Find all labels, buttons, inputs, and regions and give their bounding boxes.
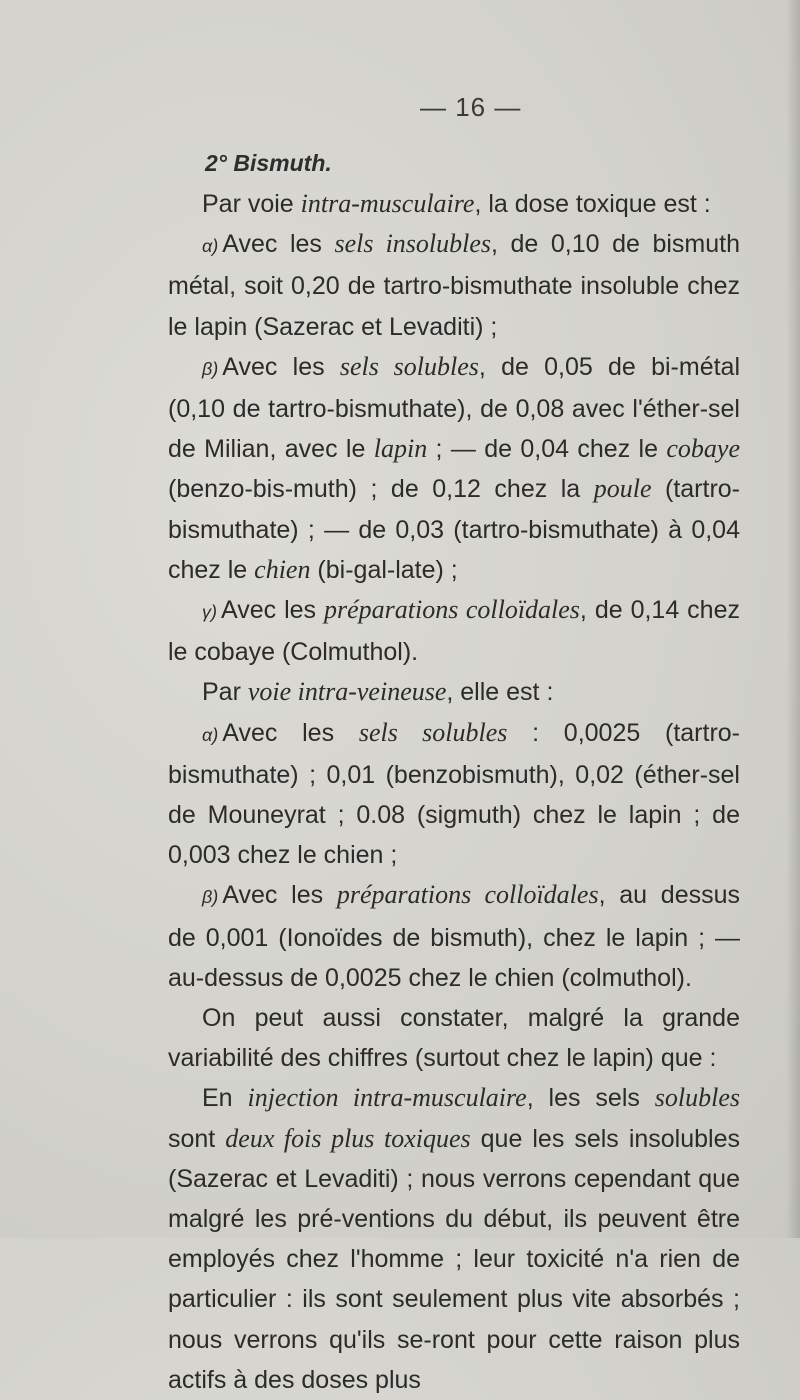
body-text <box>168 184 740 1400</box>
paragraph-observation: On peut aussi constater, malgré la grande variabilité des chiffres (surtout chez le lapin) que : <box>168 1004 740 1073</box>
item-beta-soluble: β) Avec les sels solubles, de 0,05 de bi-métal (0,10 de tartro-bismuthate), de 0,08 avec l'éther-sel de Milian, avec le lapin ; — de 0,04 chez le cobaye (benzo-bis-muth) ; de 0,12 chez la poule (tartro-bismuthate) ; — de 0,03 (tartro-bismuthate) à 0,04 chez le chien (bi-gal-late) ; <box>168 351 740 584</box>
section-title: Bismuth. <box>233 150 332 176</box>
item-alpha-soluble-iv: α) Avec les sels solubles : 0,0025 (tartro-bismuthate) ; 0,01 (benzobismuth), 0,02 (éther-sel de Mouneyrat ; 0.08 (sigmuth) chez le lapin ; de 0,003 chez le chien ; <box>168 717 741 870</box>
paragraph-intro-iv: Par voie intra-veineuse, elle est : <box>202 677 554 707</box>
paragraph-conclusion: En injection intra-musculaire, les sels solubles sont deux fois plus toxiques que les sels insolubles (Sazerac et Levaditi) ; nous verrons cependant que malgré les pré-ventions du début, ils peuvent être employés chez l'homme ; leur toxicité n'a rien de particulier : ils sont seulement plus vite absorbés ; nous verrons qu'ils se-ront pour cette raison plus actifs à des doses plus <box>168 1083 741 1394</box>
section-number: 2° <box>205 150 227 176</box>
page-edge-shadow <box>786 0 800 1238</box>
item-beta-colloidal-iv: β) Avec les préparations colloïdales, au dessus de 0,001 (Ionoïdes de bismuth), chez le lapin ; — au-dessus de 0,0025 chez le chien (colmuthol). <box>168 880 741 992</box>
section-heading <box>205 150 332 177</box>
item-alpha-insoluble: α) Avec les sels insolubles, de 0,10 de bismuth métal, soit 0,20 de tartro-bismuthate insoluble chez le lapin (Sazerac et Levaditi) ; <box>168 229 740 341</box>
paragraph-intro-im: Par voie intra-musculaire, la dose toxique est : <box>202 189 711 218</box>
page-number: — 16 — <box>420 92 522 122</box>
item-gamma-colloidal: γ) Avec les préparations colloïdales, de 0,14 chez le cobaye (Colmuthol). <box>168 595 740 667</box>
